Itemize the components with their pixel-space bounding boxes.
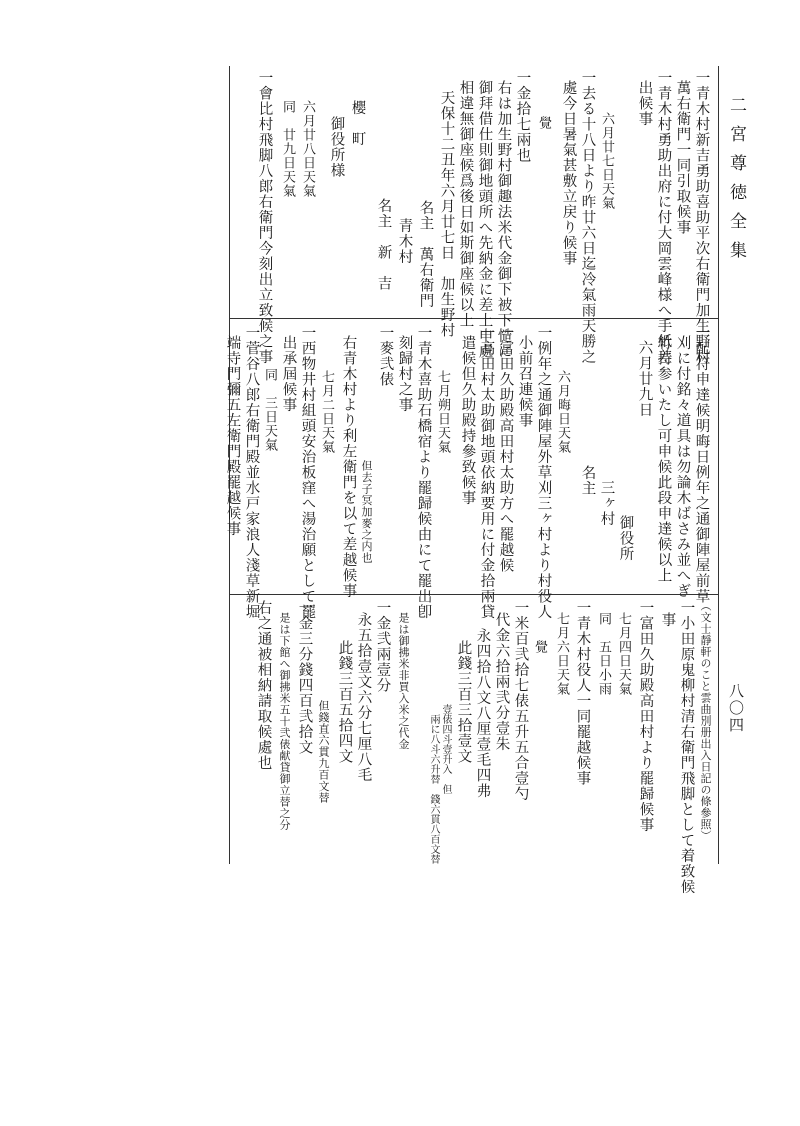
date-heading: 同 廿九日天氣 [280,100,295,198]
date-heading: 七月四日天氣 [616,612,631,696]
text-line: 端寺門彌五左衛門殿罷越候事 [224,335,241,537]
text-line: 萬右衛門一同引取候事 [674,80,691,235]
addressee: 御役所様 [328,116,345,178]
text-line: 相違無御座候爲後日如斯御座候以上 [457,80,474,328]
text-line: 刈に付銘々道具は勿論木ばさみ並へぎ [674,335,691,599]
text-line: 事 [659,612,676,628]
note-line: 是は下館へ御拂米五十弐俵献貸御立替之分 [278,612,291,831]
text-line: 一高田村太助御地頭依納要用に付金拾兩貸 [478,325,495,620]
text-line: 竹持参いたし可申候此段申達候以上 [655,335,672,583]
text-line: 御拜借仕則御地頭所へ先納金に差上申處 [476,80,493,359]
text-line: 永五拾壹文六分七厘八毛 [355,612,372,783]
text-line: 右は加生野村御趣法米代金御下被下慥に [495,80,512,359]
office-name: 御役所 [617,515,634,562]
memo-heading: 覺 [532,640,547,654]
text-line: 一富田久助殿高田村より罷歸候事 [637,600,654,833]
date-line: 六月廿九日 [636,340,653,418]
page-number: 八〇四 [727,683,745,734]
text-line: 一去る十八日より昨廿六日迄冷氣雨天勝之 [579,70,596,365]
village-name: 青木村 [396,218,413,265]
signature-line: 名主 新 吉 [375,198,392,291]
note-line: 但去子冥加麥之内也 [360,460,373,564]
text-line: 一青木村新吉勇助喜助平次右衛門加生野村 [693,70,710,365]
text-line: 此錢三百三拾壹文 [455,640,472,764]
note-line: 壹俵四斗壹升入 但 [440,704,451,794]
date-heading: 六月晦日天氣 [555,370,570,454]
text-line: 遣候但久助殿持參致候事 [459,335,476,506]
text-line: 一小田原鬼柳村清右衛門飛脚として着致候 [678,600,695,895]
date-heading: 七月二日天氣 [319,370,334,454]
text-line: 一西物井村組頭安治板窪へ湯治願として罷 [299,325,316,620]
date-heading: 六月廿七日天氣 [599,112,614,210]
text-line: 右青木村より利左衛門を以て差越候事 [340,335,357,599]
text-line: 一配符申達候明晦日例年之通御陣屋前草 [693,325,710,604]
date-heading: 六月廿八日天氣 [300,100,315,198]
text-line: 一青木村役人一同罷越候事 [574,600,591,786]
date-line: 天保十二丑年六月廿七日 加生野村 [438,90,455,338]
text-line: 右之通被相納請取候處也 [255,600,272,771]
text-line: 一青木村勇助出府に付大岡雲峰様へ手紙差 [655,70,672,365]
text-line: 一青木喜助石橋宿より罷歸候由にて罷出卽 [415,325,432,620]
memo-heading: 覺 [536,116,551,130]
book-title: 二宮尊徳全集 [726,96,746,270]
section-divider [229,318,719,319]
text-line: 小前召連候事 [516,335,533,428]
text-line: 一會比村飛脚八郎右衛門今刻出立致候之事 [256,70,273,365]
text-line: 刻歸村之事 [396,335,413,413]
village-name: 三ヶ村 [598,480,615,527]
signature-line: 名主 [579,465,596,496]
signature-line: 名主 萬右衛門 [417,200,434,309]
note-line: 是は御拂米非買入米之代金 [397,612,410,750]
note-line: 兩に八斗六升替 錢六貫八百文替 [428,714,439,864]
date-heading: 同 五日小雨 [596,612,611,696]
text-line: 一麥弐俵 [377,325,394,387]
text-line: 一金拾七兩也 [514,70,531,163]
date-heading: 七月六日天氣 [554,612,569,696]
note-line: 但錢直六貫九百文替 [317,700,330,804]
text-line: 出候事 [636,80,653,127]
text-line: 出承屆候事 [280,335,297,413]
editor-note: （文士靜軒のこと雲曲別册出入日記の條參照） [699,600,712,842]
text-line: 處今日暑氣甚敷立戻り候事 [560,80,577,266]
text-line: 代金六拾兩弐分壹朱 [493,612,510,752]
text-line: 一富田久助殿高田村太助方へ罷越候 [497,325,514,573]
date-heading: 同 三日天氣 [262,368,277,452]
text-line: 一金三分錢四百弐拾文 [296,600,313,755]
text-line: 一米百弐拾七俵五升五合壹勺 [512,600,529,802]
text-line: 此錢三百五拾四文 [336,640,353,764]
addressee-place: 櫻 町 [349,100,366,147]
text-line: 永四拾八文八厘壹毛四弗 [474,628,491,799]
date-heading: 七月朔日天氣 [435,370,450,454]
text-line: 一菅谷八郎右衛門殿並水戸家浪人淺草新堀 [243,325,260,620]
text-line: 一例年之通御陣屋外草刈三ヶ村より村役人 [535,325,552,620]
text-line: 一金弐兩壹分 [374,600,391,693]
